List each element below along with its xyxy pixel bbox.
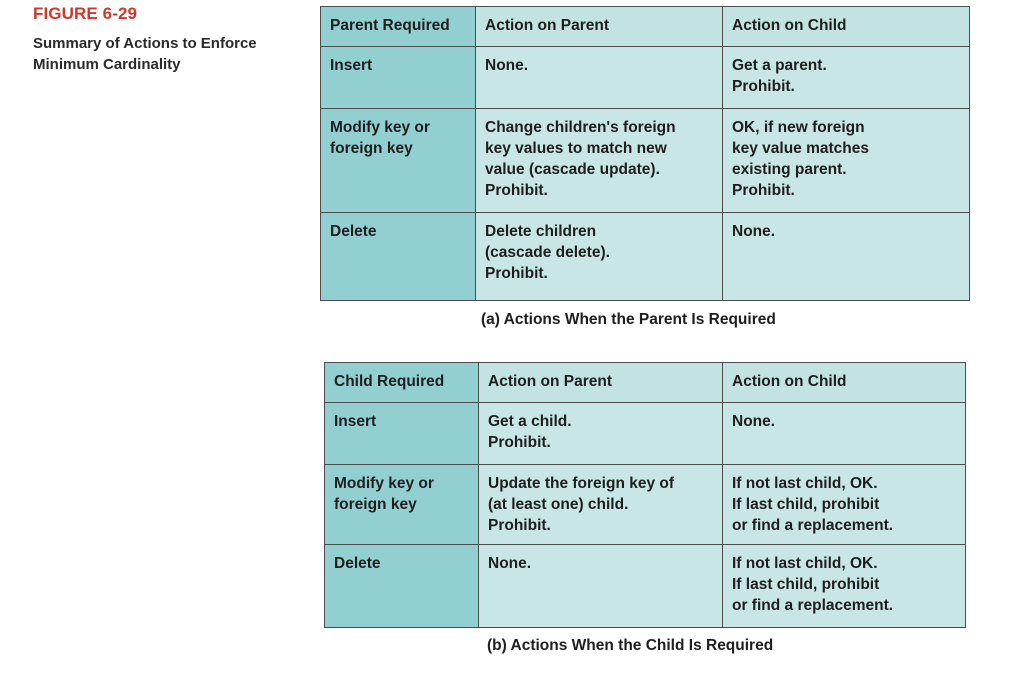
table-cell: Insert bbox=[325, 403, 479, 465]
table-row bbox=[325, 465, 966, 545]
column-header: Child Required bbox=[325, 363, 479, 403]
table-cell: Delete bbox=[321, 213, 476, 301]
table-cell: Get a child. Prohibit. bbox=[479, 403, 723, 465]
figure-label: FIGURE 6-29 bbox=[33, 4, 138, 23]
table-header-row bbox=[325, 363, 966, 403]
table-cell: If not last child, OK. If last child, prohibit or find a replacement. bbox=[723, 545, 966, 628]
table-row bbox=[325, 545, 966, 628]
table-cell: Insert bbox=[321, 47, 476, 109]
figure-title: Summary of Actions to Enforce Minimum Cardinality bbox=[33, 35, 257, 73]
table-cell: Update the foreign key of (at least one) child. Prohibit. bbox=[479, 465, 723, 545]
table-parent-required bbox=[320, 6, 970, 301]
column-header: Parent Required bbox=[321, 7, 476, 47]
table-cell: Delete bbox=[325, 545, 479, 628]
table-cell: If not last child, OK. If last child, prohibit or find a replacement. bbox=[723, 465, 966, 545]
table-row bbox=[321, 47, 970, 109]
column-header: Action on Child bbox=[723, 363, 966, 403]
table-cell: Get a parent. Prohibit. bbox=[723, 47, 970, 109]
table-row bbox=[325, 403, 966, 465]
table-row bbox=[321, 213, 970, 301]
table-cell: None. bbox=[723, 213, 970, 301]
table-child-required bbox=[324, 362, 966, 628]
table-caption: (a) Actions When the Parent Is Required bbox=[481, 311, 776, 328]
table-cell: Modify key or foreign key bbox=[325, 465, 479, 545]
table-cell: OK, if new foreign key value matches existing parent. Prohibit. bbox=[723, 109, 970, 213]
table-cell: None. bbox=[723, 403, 966, 465]
column-header: Action on Parent bbox=[479, 363, 723, 403]
table-cell: None. bbox=[476, 47, 723, 109]
table-caption: (b) Actions When the Child Is Required bbox=[487, 637, 774, 654]
table-cell: Change children's foreign key values to match new value (cascade update). Prohibit. bbox=[476, 109, 723, 213]
table-row bbox=[321, 109, 970, 213]
table-cell: Modify key or foreign key bbox=[321, 109, 476, 213]
table-cell: Delete children (cascade delete). Prohibit. bbox=[476, 213, 723, 301]
column-header: Action on Child bbox=[723, 7, 970, 47]
column-header: Action on Parent bbox=[476, 7, 723, 47]
table-header-row bbox=[321, 7, 970, 47]
table-cell: None. bbox=[479, 545, 723, 628]
